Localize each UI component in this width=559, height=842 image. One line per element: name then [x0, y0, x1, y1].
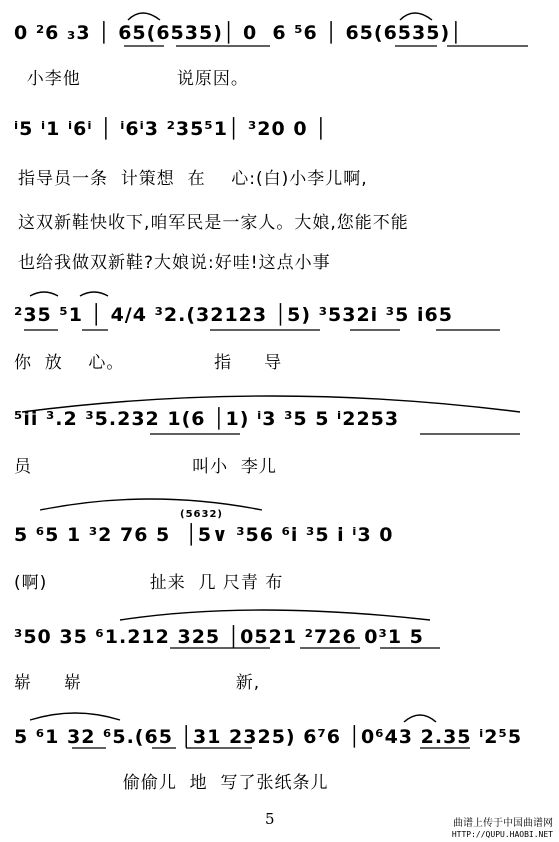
slur	[30, 292, 58, 296]
score-row-3: ²35 ⁵1 │ 4/4 ³2.(32123 │5) ³532i ³5 i65	[14, 304, 453, 326]
lyrics-row-1: 小李他 说原因。	[14, 69, 249, 89]
slur	[128, 13, 160, 20]
score-row-1: 0 ²6 ₃3 │ 65(6535)│ 0 6 ⁵6 │ 65(6535)│	[14, 22, 463, 44]
lyrics-row-3: 你 放 心。 指 导	[14, 353, 283, 373]
credit-watermark	[452, 818, 553, 840]
credit-url: HTTP://QUPU.HAOBI.NET	[451, 830, 553, 839]
slur	[404, 715, 436, 722]
lyrics-row-4: 员 叫小 李儿	[14, 457, 277, 477]
lyrics-row-7: 偷偷儿 地 写了张纸条儿	[14, 773, 329, 793]
slur	[40, 499, 262, 510]
score-row-7: 5 ⁶1 32 ⁶5.(65 │31 2325) 6⁷6 │0⁶43 2.35 ⁱ2⁵5	[14, 726, 523, 748]
prose-line-2: 这双新鞋快收下,咱军民是一家人。大娘,您能不能	[18, 213, 409, 233]
prose-line-3: 也给我做双新鞋?大娘说:好哇!这点小事	[18, 253, 331, 273]
page-number: 5	[265, 810, 275, 828]
grace-annotation: (5632)	[180, 509, 223, 520]
score-row-2: ⁱ5 ⁱ1 ⁱ6ⁱ │ ⁱ6ⁱ3 ²35⁵1│ ³20 0 │	[14, 118, 328, 140]
slur	[400, 13, 432, 20]
lyrics-row-6: 崭 崭 新,	[14, 673, 261, 693]
score-row-5: 5 ⁶5 1 ³2 76 5 │5∨ ³56 ⁶i ³5 i ⁱ3 0	[14, 524, 394, 546]
score-row-6: ³50 35 ⁶1.212 325 │0521 ²726 0³1 5	[14, 626, 424, 648]
slur	[120, 610, 430, 620]
lyrics-row-5: (啊) 扯来 几 尺青 布	[14, 573, 284, 593]
score-row-4: ⁵ii ³.2 ³5.232 1(6 │1) ⁱ3 ³5 5 ⁱ2253	[14, 408, 400, 430]
slur	[30, 713, 120, 720]
slur	[22, 396, 520, 412]
credit-text: 曲谱上传于中国曲谱网	[453, 818, 553, 829]
prose-line-1: 指导员一条 计策想 在 心:(白)小李儿啊,	[18, 169, 368, 189]
slur	[80, 292, 108, 296]
